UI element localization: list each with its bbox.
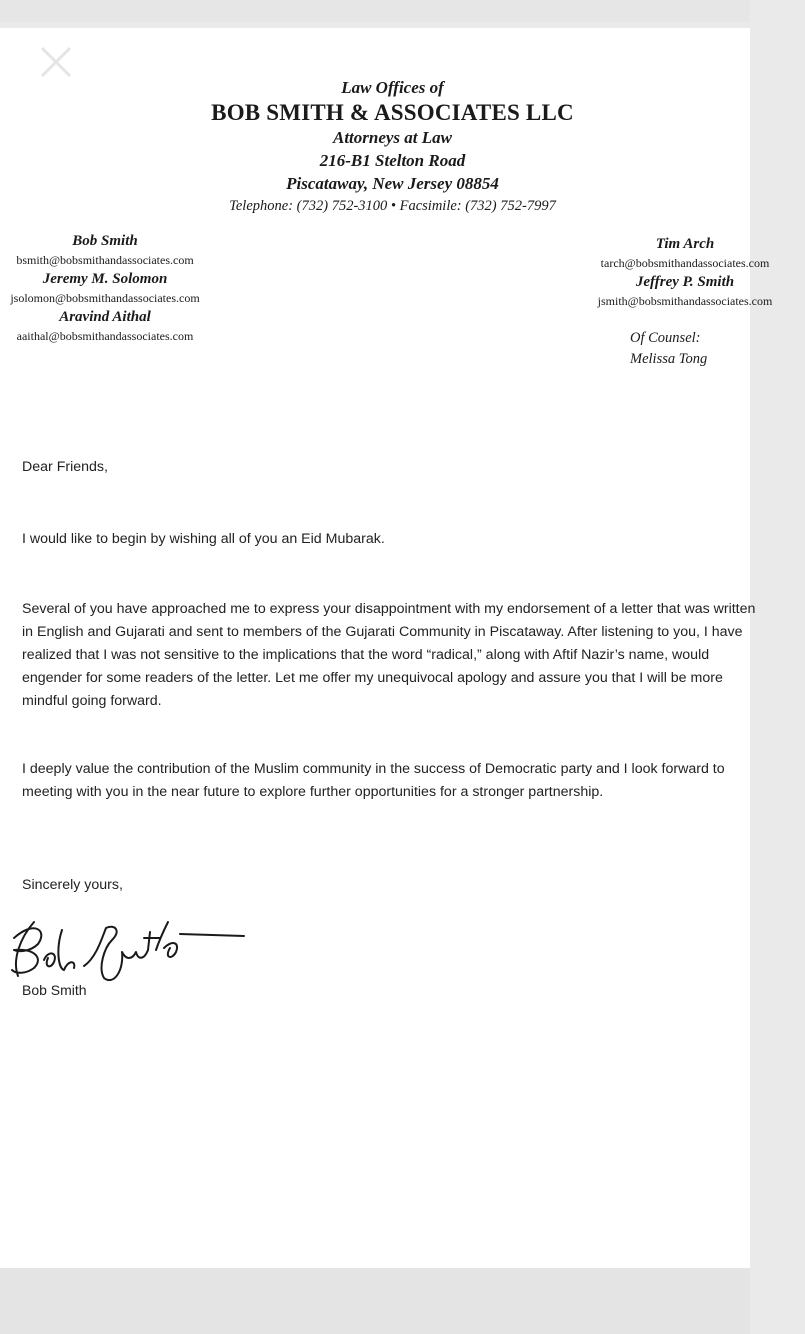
paragraph-text: I would like to begin by wishing all of you an Eid Mubarak. [22,531,385,547]
bottom-bar [0,1268,750,1334]
of-counsel-name: Melissa Tong [630,351,708,367]
letter-greeting: Dear Friends, [22,459,108,475]
paragraph-text: I deeply value the contribution of the Muslim community in the success of Democratic party and I look forward to meeting with you in the near future to explore further opportunities for a stronger partnership. [22,761,725,800]
attorney-email[interactable]: bsmith@bobsmithandassociates.com [16,253,194,267]
letter-paragraph [22,758,762,804]
signature [4,908,249,988]
paragraph-text: Several of you have approached me to express your disappointment with my endorsement of a letter that was written in English and Gujarati and sent to members of the Gujarati Community in Piscataway. After listening to you, I have realized that I was not sensitive to the implications that the word “radical,” along with Aftif Nazir’s name, would engender for some readers of the letter. Let me offer my unequivocal apology and assure you that I will be more mindful going forward. [22,601,756,709]
top-bar [0,0,750,22]
letter-closing: Sincerely yours, [22,877,123,893]
of-counsel [630,328,740,370]
letterhead [140,76,645,218]
attorney-name: Jeffrey P. Smith [635,274,735,290]
attorney-email[interactable]: jsolomon@bobsmithandassociates.com [10,291,200,305]
letter-paragraph [22,598,762,713]
attorney-email[interactable]: aaithal@bobsmithandassociates.com [16,329,194,343]
attorney-name: Aravind Aithal [59,309,151,325]
attorney-list-right [565,235,805,311]
firm-name: BOB SMITH & ASSOCIATES LLC [211,100,574,125]
letter-page [0,28,773,1268]
attorney-name: Bob Smith [72,233,138,249]
attorney-email[interactable]: tarch@bobsmithandassociates.com [600,256,770,270]
attorney-email[interactable]: jsmith@bobsmithandassociates.com [597,294,773,308]
letter-paragraph [22,528,762,551]
city-address: Piscataway, New Jersey 08854 [286,174,499,193]
close-icon[interactable] [38,44,74,80]
attorney-list-left [0,232,240,346]
phone-fax: Telephone: (732) 752-3100 • Facsimile: (732) 752-7997 [229,198,556,214]
attorney-name: Tim Arch [655,236,715,252]
attorney-name: Jeremy M. Solomon [42,271,168,287]
firm-subtitle: Attorneys at Law [332,128,452,147]
letterhead-intro: Law Offices of [341,78,444,97]
signer-name: Bob Smith [22,982,87,998]
street-address: 216-B1 Stelton Road [319,151,466,170]
of-counsel-label: Of Counsel: [630,330,701,346]
